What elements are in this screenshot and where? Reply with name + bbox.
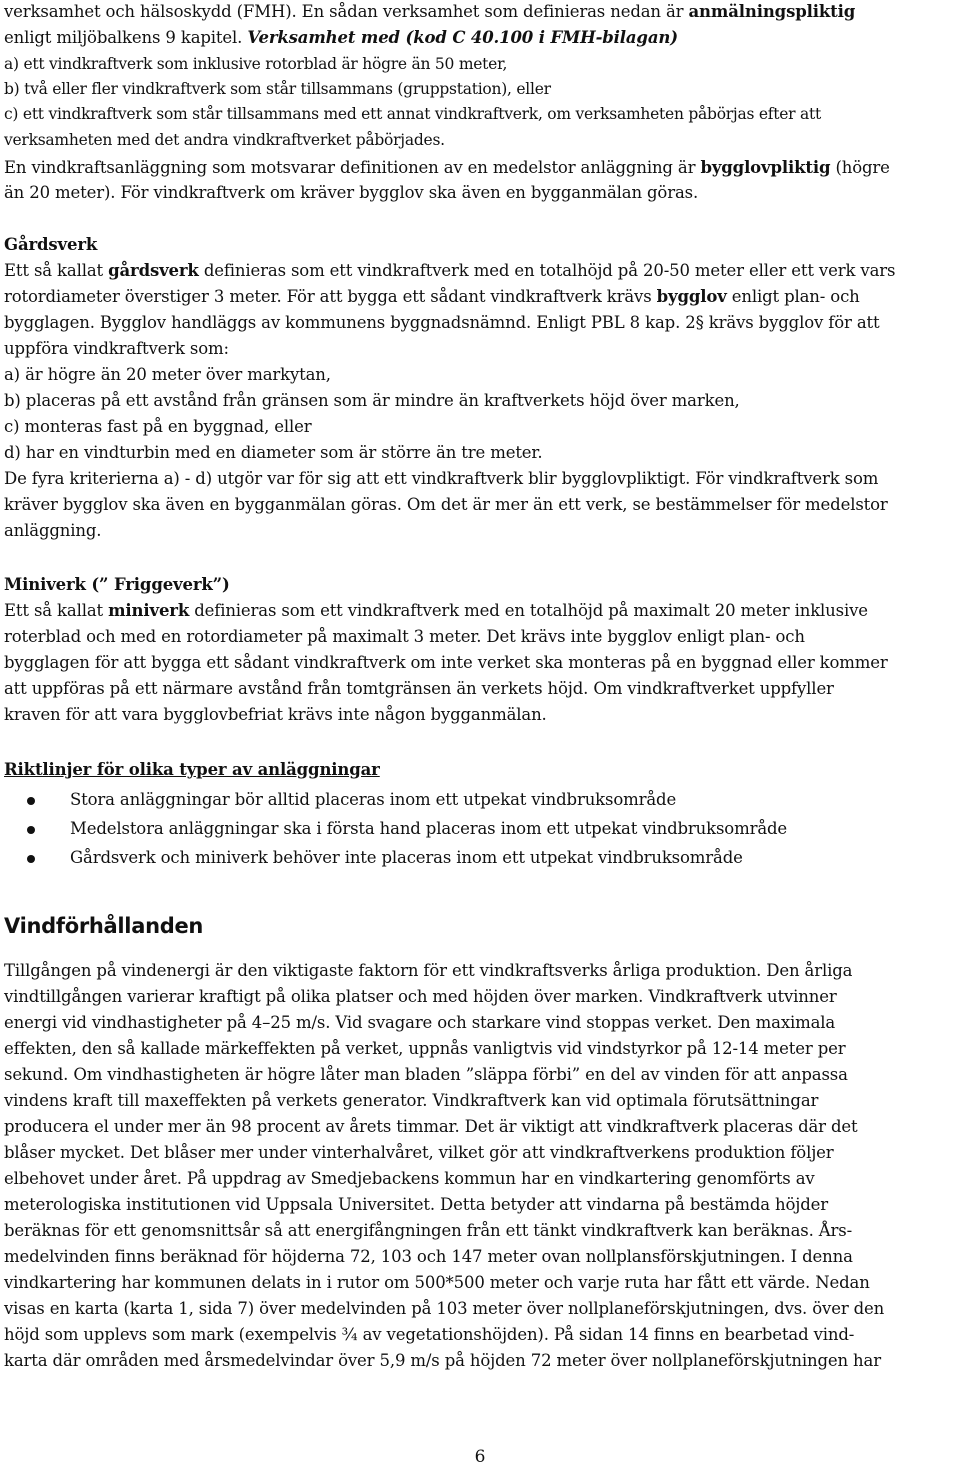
miniverk-line-1	[4, 599, 868, 623]
intro-text: (högre	[830, 158, 890, 177]
gardsverk-line-6: b) placeras på ett avstånd från gränsen som är mindre än kraftverkets höjd över marken,	[4, 391, 740, 410]
miniverk-line-4: att uppföras på ett närmare avstånd från tomtgränsen än verkets höjd. Om vindkraftverket uppfyller	[4, 679, 834, 698]
vind-line: blåser mycket. Det blåser mer under vinterhalvåret, vilket gör att vindkraftverkens produktion följer	[4, 1143, 834, 1162]
gardsverk-line-11: anläggning.	[4, 521, 102, 540]
vind-line: höjd som upplevs som mark (exempelvis ¾ av vegetationshöjden). På sidan 14 finns en bearbetad vind-	[4, 1325, 855, 1344]
page-number: 6	[474, 1447, 486, 1467]
gardsverk-line-1	[4, 259, 895, 283]
gardsverk-line-5: a) är högre än 20 meter över markytan,	[4, 365, 331, 384]
vind-line: elbehovet under året. På uppdrag av Smedjebackens kommun har en vindkartering genomförts av	[4, 1169, 815, 1188]
intro-line-8: än 20 meter). För vindkraftverk om kräver bygglov ska även en bygganmälan göras.	[4, 183, 699, 202]
bullet-icon	[27, 797, 35, 805]
body-text: Ett så kallat	[4, 601, 109, 620]
miniverk-line-3: bygglagen för att bygga ett sådant vindkraftverk om inte verket ska monteras på en byggnad eller kommer	[4, 653, 888, 672]
intro-line-7	[4, 156, 890, 180]
body-text: definieras som ett vindkraftverk med en totalhöjd på 20-50 meter eller ett verk vars	[198, 261, 896, 280]
body-text: definieras som ett vindkraftverk med en totalhöjd på maximalt 20 meter inklusive	[189, 601, 868, 620]
intro-line-2	[4, 26, 678, 50]
vind-line: vindkartering har kommunen delats in i rutor om 500*500 meter och varje ruta har fått ett värde. Nedan	[4, 1273, 870, 1292]
bold-term-gardsverk: gårdsverk	[108, 261, 199, 280]
bold-term-anmalningspliktig: anmälningspliktig	[688, 2, 856, 21]
miniverk-line-5: kraven för att vara bygglovbefriat krävs inte någon bygganmälan.	[4, 705, 547, 724]
vind-line: visas en karta (karta 1, sida 7) över medelvinden på 103 meter över nollplaneförskjutningen, dvs. över den	[4, 1299, 885, 1318]
heading-text: Miniverk (” Friggeverk”)	[4, 575, 230, 594]
gardsverk-line-8: d) har en vindturbin med en diameter som är större än tre meter.	[4, 443, 543, 462]
vind-line: sekund. Om vindhastigheten är högre låter man bladen ”släppa förbi” en del av vinden för att anpassa	[4, 1065, 848, 1084]
bold-italic-verksamhet-kod: Verksamhet med (kod C 40.100 i FMH-bilagan)	[247, 28, 678, 47]
bullet-icon	[27, 826, 35, 834]
intro-text: enligt miljöbalkens 9 kapitel.	[4, 28, 248, 47]
gardsverk-heading	[4, 233, 97, 257]
intro-line-5: c) ett vindkraftverk som står tillsammans med ett annat vindkraftverk, om verksamheten påbörjas efter att	[4, 105, 821, 123]
bold-term-bygglovpliktig: bygglovpliktig	[700, 158, 831, 177]
intro-line-6: verksamheten med det andra vindkraftverket påbörjades.	[4, 131, 445, 149]
vind-line: Tillgången på vindenergi är den viktigaste faktorn för ett vindkraftsverks årliga produktion. Den årliga	[4, 961, 853, 980]
vind-line: meterologiska institutionen vid Uppsala Universitet. Detta betyder att vindarna på bestämda höjder	[4, 1195, 829, 1214]
section-title-vindforhallanden: Vindförhållanden	[4, 914, 204, 938]
gardsverk-line-10: kräver bygglov ska även en bygganmälan göras. Om det är mer än ett verk, se bestämmelser för medelstor	[4, 495, 888, 514]
list-item: Gårdsverk och miniverk behöver inte placeras inom ett utpekat vindbruksområde	[70, 848, 743, 867]
vind-line: effekten, den så kallade märkeffekten på verket, uppnås vanligtvis vid vindstyrkor på 12-14 meter per	[4, 1039, 846, 1058]
gardsverk-line-9: De fyra kriterierna a) - d) utgör var för sig att ett vindkraftverk blir bygglovpliktigt. För vindkraftverk som	[4, 469, 879, 488]
list-item: Stora anläggningar bör alltid placeras inom ett utpekat vindbruksområde	[70, 790, 677, 809]
miniverk-line-2: roterblad och med en rotordiameter på maximalt 3 meter. Det krävs inte bygglov enligt plan- och	[4, 627, 805, 646]
intro-text: En vindkraftsanläggning som motsvarar definitionen av en medelstor anläggning är	[4, 158, 701, 177]
heading-text: Gårdsverk	[4, 235, 98, 254]
bold-term-miniverk: miniverk	[108, 601, 190, 620]
gardsverk-line-7: c) monteras fast på en byggnad, eller	[4, 417, 312, 436]
vind-line: karta där områden med årsmedelvindar över 5,9 m/s på höjden 72 meter över nollplaneförskjutningen har	[4, 1351, 881, 1370]
heading-text: Riktlinjer för olika typer av anläggningar	[4, 760, 380, 779]
intro-line-3: a) ett vindkraftverk som inklusive rotorblad är högre än 50 meter,	[4, 55, 508, 73]
gardsverk-line-2	[4, 285, 860, 309]
body-text: enligt plan- och	[726, 287, 860, 306]
vind-line: beräknas för ett genomsnittsår så att energifångningen från ett tänkt vindkraftverk kan beräknas. Års-	[4, 1221, 853, 1240]
riktlinjer-heading	[4, 758, 380, 782]
gardsverk-line-4: uppföra vindkraftverk som:	[4, 339, 229, 358]
list-item: Medelstora anläggningar ska i första hand placeras inom ett utpekat vindbruksområde	[70, 819, 788, 838]
body-text: Ett så kallat	[4, 261, 109, 280]
gardsverk-line-3: bygglagen. Bygglov handläggs av kommunens byggnadsnämnd. Enligt PBL 8 kap. 2§ krävs bygglov för att	[4, 313, 880, 332]
vind-line: producera el under mer än 98 procent av årets timmar. Det är viktigt att vindkraftverk placeras där det	[4, 1117, 858, 1136]
vind-line: vindens kraft till maxeffekten på verkets generator. Vindkraftverk kan vid optimala förutsättningar	[4, 1091, 819, 1110]
vind-line: vindtillgången varierar kraftigt på olika platser och med höjden över marken. Vindkraftverk utvinner	[4, 987, 837, 1006]
miniverk-heading	[4, 573, 230, 597]
intro-line-1	[4, 0, 855, 24]
vind-line: medelvinden finns beräknad för höjderna 72, 103 och 147 meter ovan nollplansförskjutningen. I denna	[4, 1247, 853, 1266]
bullet-icon	[27, 855, 35, 863]
bold-term-bygglov: bygglov	[656, 287, 727, 306]
vind-line: energi vid vindhastigheter på 4–25 m/s. Vid svagare och starkare vind stoppas verket. Den maximala	[4, 1013, 836, 1032]
intro-text: verksamhet och hälsoskydd (FMH). En sådan verksamhet som definieras nedan är	[4, 2, 689, 21]
body-text: rotordiameter överstiger 3 meter. För att bygga ett sådant vindkraftverk krävs	[4, 287, 657, 306]
intro-line-4: b) två eller fler vindkraftverk som står tillsammans (gruppstation), eller	[4, 80, 551, 98]
